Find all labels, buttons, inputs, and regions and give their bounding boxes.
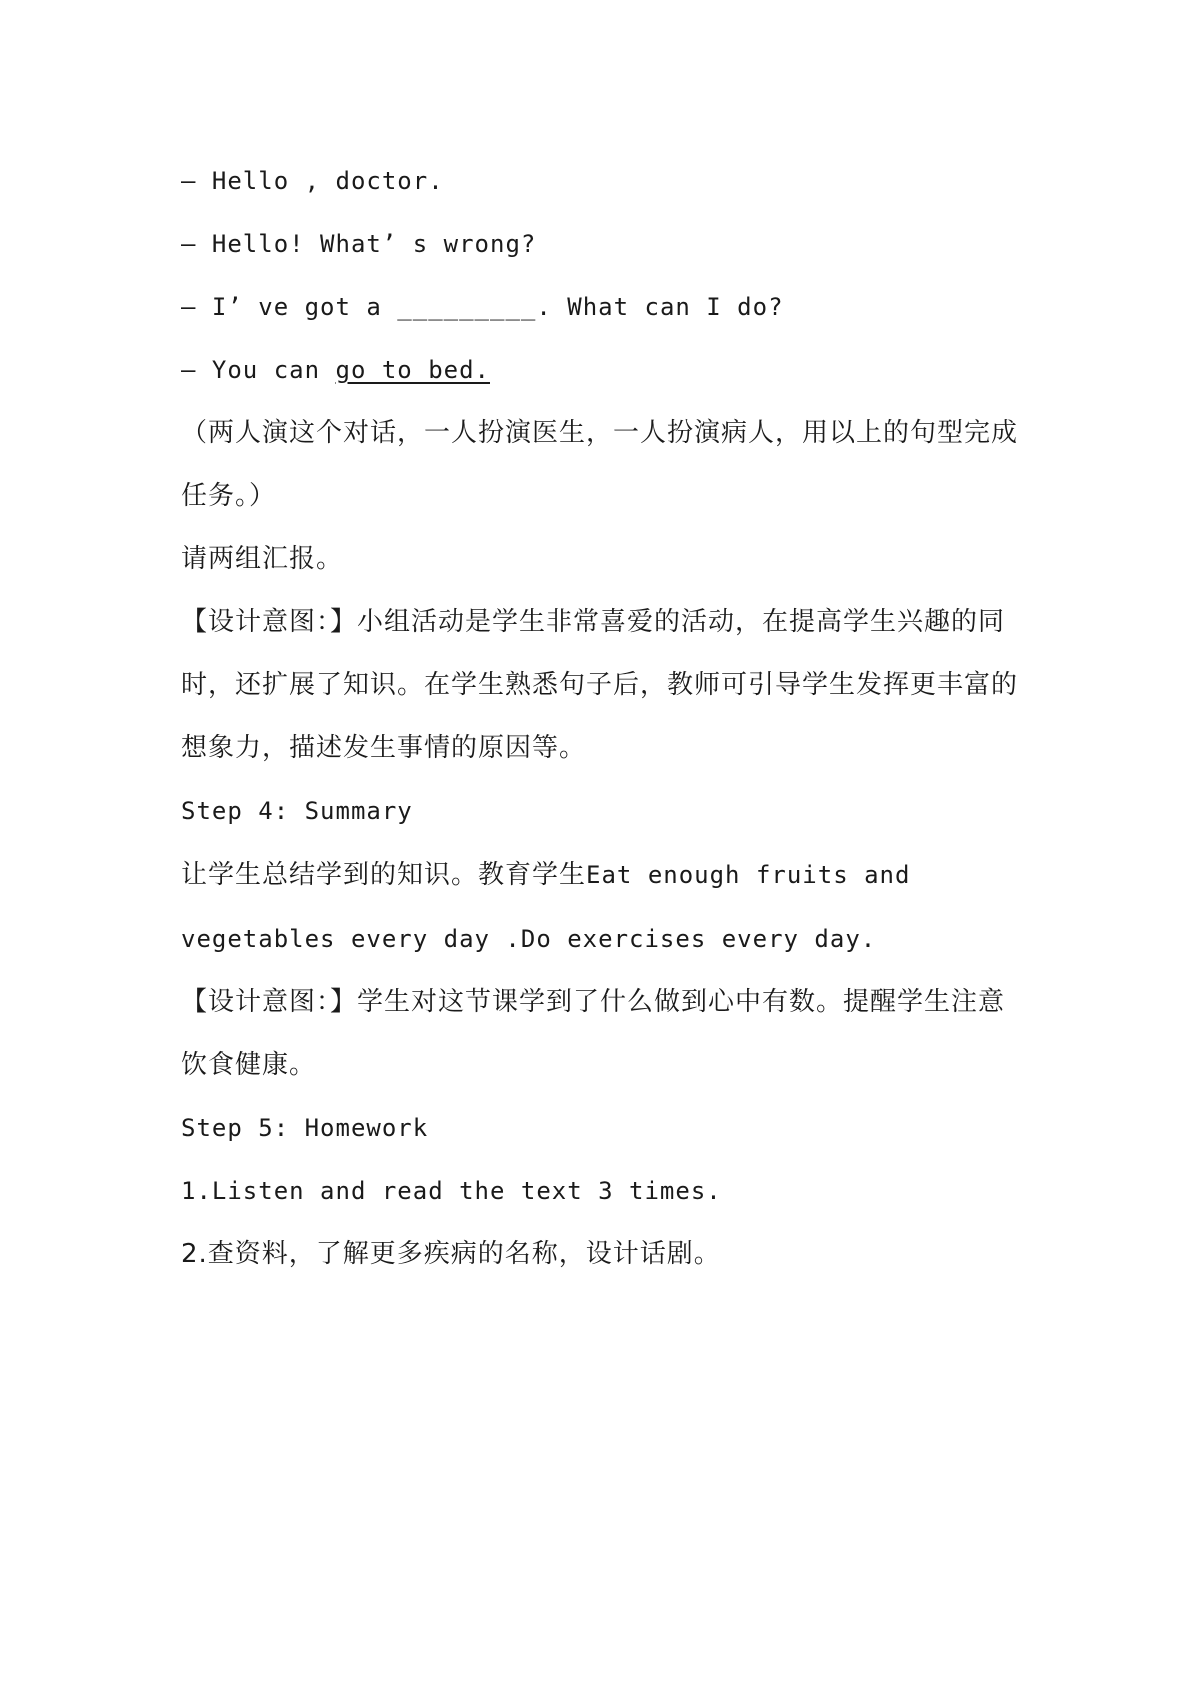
- report-line: 请两组汇报。: [181, 544, 344, 574]
- dialogue-text-after: . What can I do?: [536, 293, 784, 321]
- instruction-paragraph: （两人演这个对话，一人扮演医生，一人扮演病人，用以上的句型完成任务。）: [181, 418, 1019, 511]
- step4-heading: Step 4: Summary: [181, 797, 413, 825]
- dialogue-line-2: [181, 213, 1021, 276]
- step5-heading: Step 5: Homework: [181, 1114, 429, 1142]
- summary-paragraph: [181, 843, 1021, 971]
- fill-in-blank: _________: [397, 293, 537, 321]
- dash: —: [181, 230, 197, 258]
- summary-text-en: Eat enough fruits and vegetables every day .Do exercises every day.: [181, 861, 911, 953]
- dialogue-text: Hello! What’ s wrong?: [196, 230, 537, 258]
- homework-item-2: 2.查资料，了解更多疾病的名称，设计话剧。: [181, 1239, 721, 1269]
- dialogue-text-before: You can: [196, 356, 336, 384]
- dash: —: [181, 356, 197, 384]
- dialogue-text: Hello , doctor.: [196, 167, 444, 195]
- homework-item-1: 1.Listen and read the text 3 times.: [181, 1177, 722, 1205]
- dialogue-line-1: [181, 150, 1021, 213]
- dialogue-line-4: [181, 339, 1021, 402]
- document-page: [181, 150, 1021, 1286]
- dialogue-text-before: I’ ve got a: [196, 293, 398, 321]
- dash: —: [181, 293, 197, 321]
- dialogue-line-3: [181, 276, 1021, 339]
- design-intent-paragraph-1: 【设计意图：】小组活动是学生非常喜爱的活动，在提高学生兴趣的同时，还扩展了知识。在学生熟悉句子后，教师可引导学生发挥更丰富的想象力，描述发生事情的原因等。: [181, 607, 1019, 763]
- summary-text-cn: 让学生总结学到的知识。教育学生: [181, 860, 587, 890]
- dash: —: [181, 167, 197, 195]
- underlined-answer: go to bed.: [335, 356, 490, 384]
- design-intent-paragraph-2: 【设计意图：】学生对这节课学到了什么做到心中有数。提醒学生注意饮食健康。: [181, 987, 1006, 1080]
